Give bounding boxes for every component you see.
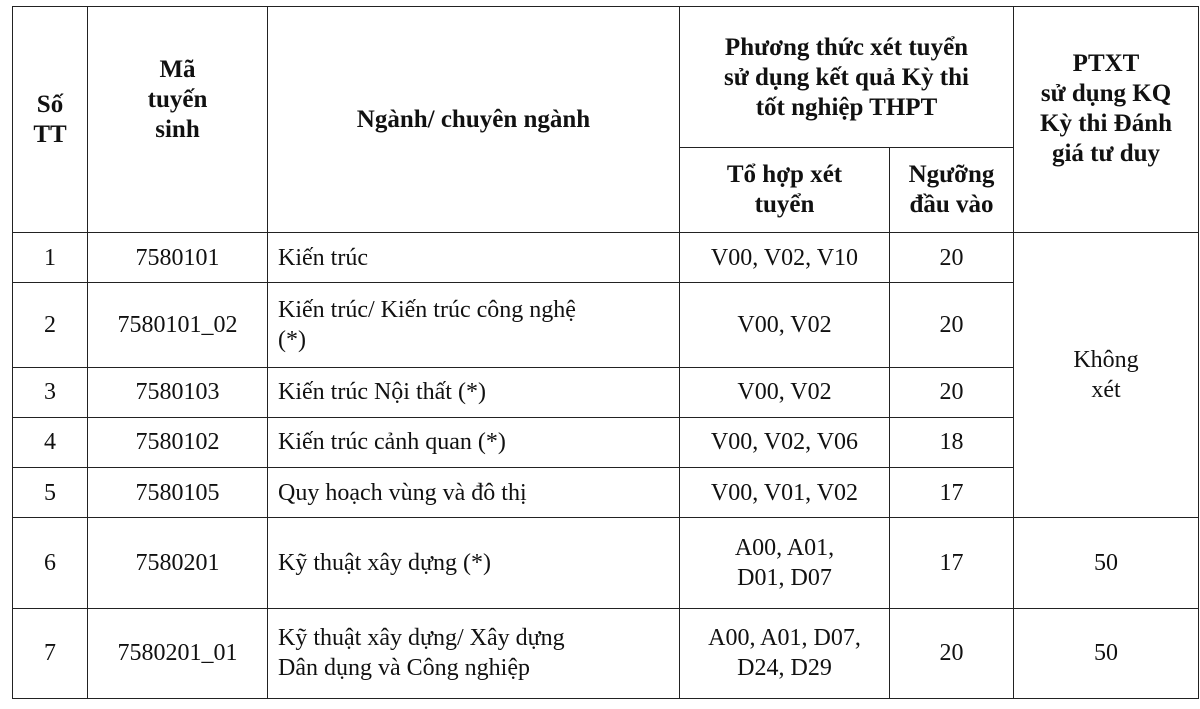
cell-to-hop: V00, V02, V06 <box>680 417 890 467</box>
table-body <box>13 233 1199 699</box>
cell-ma: 7580102 <box>88 417 268 467</box>
cell-ptxt-merged: Không xét <box>1014 233 1199 518</box>
cell-to-hop: A00, A01, D01, D07 <box>680 518 890 608</box>
cell-ma: 7580105 <box>88 467 268 517</box>
cell-to-hop: V00, V02, V10 <box>680 233 890 283</box>
cell-nguong: 17 <box>890 467 1014 517</box>
header-nguong: Ngưỡng đầu vào <box>890 148 1014 233</box>
cell-to-hop: V00, V02 <box>680 367 890 417</box>
table-row <box>13 233 1199 283</box>
cell-ma: 7580101_02 <box>88 283 268 367</box>
cell-nganh: Kỹ thuật xây dựng/ Xây dựng Dân dụng và Công nghiệp <box>268 608 680 698</box>
cell-nguong: 20 <box>890 608 1014 698</box>
cell-stt: 7 <box>13 608 88 698</box>
cell-nganh: Kiến trúc cảnh quan (*) <box>268 417 680 467</box>
cell-ma: 7580103 <box>88 367 268 417</box>
cell-nganh: Kiến trúc <box>268 233 680 283</box>
cell-nguong: 18 <box>890 417 1014 467</box>
header-row-top <box>13 7 1199 148</box>
cell-nguong: 20 <box>890 283 1014 367</box>
cell-ptxt: 50 <box>1014 518 1199 608</box>
cell-stt: 6 <box>13 518 88 608</box>
header-stt: Số TT <box>13 7 88 233</box>
cell-ptxt: 50 <box>1014 608 1199 698</box>
cell-ma: 7580201_01 <box>88 608 268 698</box>
cell-to-hop: V00, V01, V02 <box>680 467 890 517</box>
table-row <box>13 518 1199 608</box>
cell-nganh: Kỹ thuật xây dựng (*) <box>268 518 680 608</box>
cell-nguong: 17 <box>890 518 1014 608</box>
cell-nganh: Kiến trúc/ Kiến trúc công nghệ (*) <box>268 283 680 367</box>
cell-nguong: 20 <box>890 367 1014 417</box>
cell-ma: 7580201 <box>88 518 268 608</box>
cell-to-hop: V00, V02 <box>680 283 890 367</box>
header-to-hop: Tổ hợp xét tuyển <box>680 148 890 233</box>
table-row <box>13 608 1199 698</box>
admission-table <box>12 6 1199 699</box>
table-header <box>13 7 1199 233</box>
header-phuong-thuc-thpt: Phương thức xét tuyển sử dụng kết quả Kỳ thi tốt nghiệp THPT <box>680 7 1014 148</box>
header-ma-tuyen-sinh: Mã tuyến sinh <box>88 7 268 233</box>
cell-stt: 2 <box>13 283 88 367</box>
cell-ma: 7580101 <box>88 233 268 283</box>
cell-nganh: Quy hoạch vùng và đô thị <box>268 467 680 517</box>
cell-to-hop: A00, A01, D07, D24, D29 <box>680 608 890 698</box>
cell-nguong: 20 <box>890 233 1014 283</box>
admission-table-container <box>12 6 1198 699</box>
header-ptxt-danh-gia-tu-duy: PTXT sử dụng KQ Kỳ thi Đánh giá tư duy <box>1014 7 1199 233</box>
cell-stt: 3 <box>13 367 88 417</box>
cell-nganh: Kiến trúc Nội thất (*) <box>268 367 680 417</box>
header-nganh: Ngành/ chuyên ngành <box>268 7 680 233</box>
cell-stt: 4 <box>13 417 88 467</box>
cell-stt: 1 <box>13 233 88 283</box>
cell-stt: 5 <box>13 467 88 517</box>
